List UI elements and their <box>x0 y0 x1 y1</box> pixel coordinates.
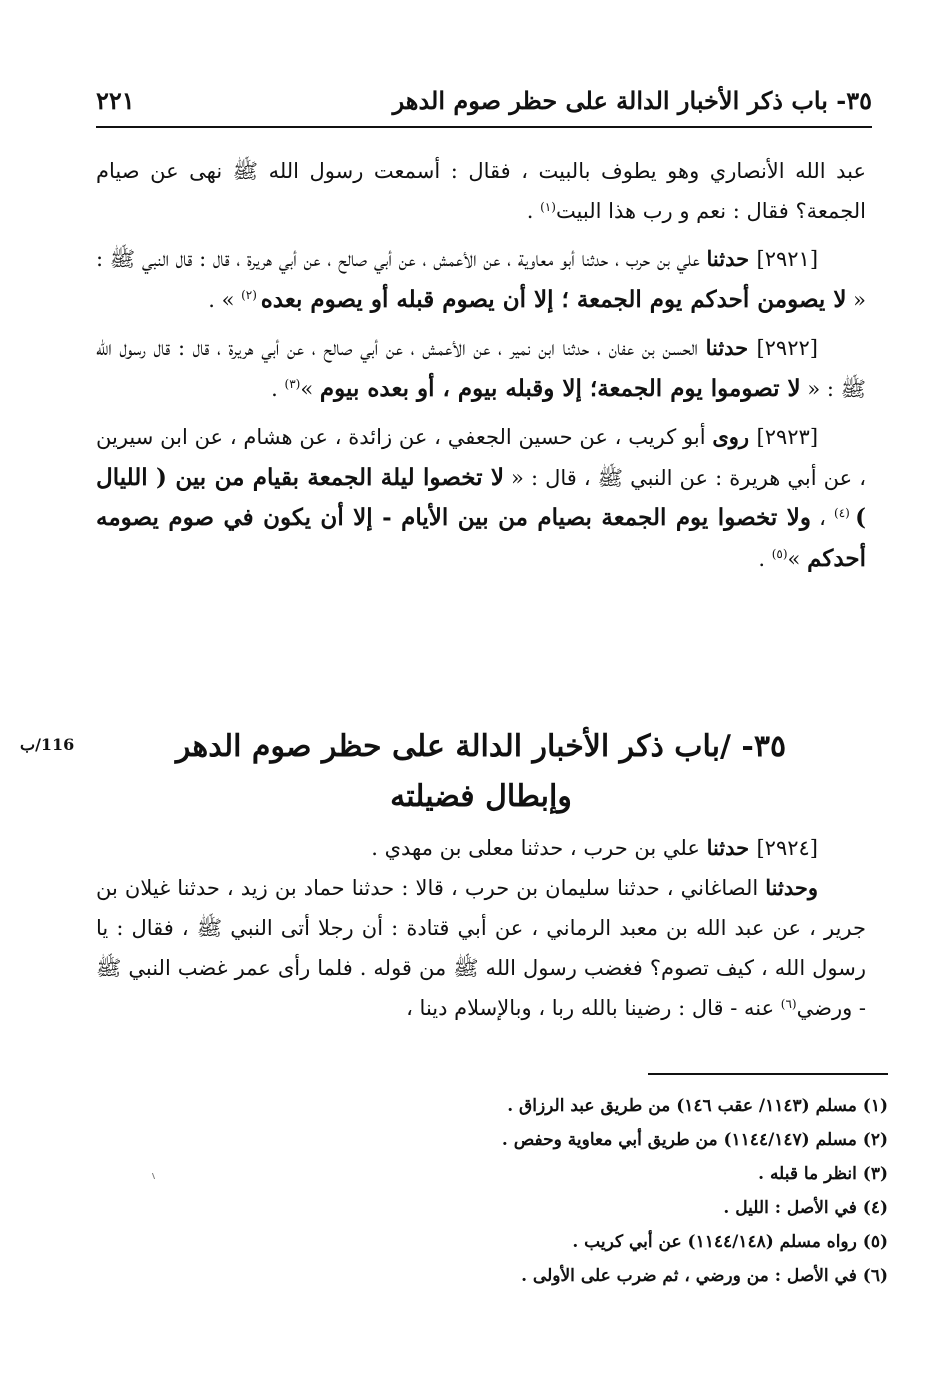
footnote-marker-5: (٥) <box>771 546 788 561</box>
running-header <box>96 82 872 128</box>
hadith-2923: [٢٩٢٣] روى أبو كريب ، عن حسين الجعفي ، عن زائدة ، عن هشام ، عن ابن سيرين ، عن أبي هريرة : عن النبي ﷺ ، قال : « لا تخصوا ليلة الجمعة بقيام من بين ( الليال ) $^{(٤)}$ ، ولا تخصوا يوم الجمعة بصيام من بين الأيام - إلا أن يكون في صوم يصومه أحدكم »$^{(٥)}$ . <box>96 424 866 572</box>
hadith-number: [٢٩٢٣] <box>756 425 819 449</box>
intro-paragraph: عبد الله الأنصاري وهو يطوف بالبيت ، فقال : أسمعت رسول الله ﷺ نهى عن صيام الجمعة؟ فقال : نعم و رب هذا البيت$^{(١)}$ . <box>96 159 866 223</box>
main-text-bottom <box>96 828 866 1028</box>
hadith-number: [٢٩٢١] <box>756 247 819 271</box>
footnote-separator <box>648 1073 888 1075</box>
hadith-2922: [٢٩٢٢] حدثنا الحسن بن عفان ، حدثنا ابن نمير ، عن الأعمش ، عن أبي صالح ، عن أبي هريرة ، قال : قال رسول الله ﷺ : « لا تصوموا يوم الجمعة؛ إلا وقبله بيوم ، أو بعده بيوم »$^{(٣)}$ . <box>96 335 866 402</box>
section-heading-line-1: ٣٥- /باب ذكر الأخبار الدالة على حظر صوم الدهر <box>175 729 787 764</box>
footnote-marker-1: (١) <box>540 199 556 214</box>
footnote-6: (٦) في الأصل : من ورضي ، ثم ضرب على الأولى . <box>521 1266 888 1286</box>
main-text-top <box>96 152 866 579</box>
section-heading <box>96 722 866 822</box>
hadith-matn: لا تصوموا يوم الجمعة؛ إلا وقبله بيوم ، أو بعده بيوم <box>319 374 801 402</box>
footnote-1: (١) مسلم (١١٤٣/ عقب ١٤٦) من طريق عبد الرزاق . <box>507 1096 888 1116</box>
isnad-chain: الحسن بن عفان ، حدثنا ابن نمير ، عن الأعمش ، عن أبي صالح ، عن أبي هريرة ، قال : قال رسول الله ﷺ : « <box>96 336 866 401</box>
footnote-2: (٢) مسلم (١١٤٤/١٤٧) من طريق أبي معاوية وحفص . <box>501 1130 888 1150</box>
isnad-chain: علي بن حرب ، حدثنا معلى بن مهدي . <box>371 836 707 860</box>
footnote-3: (٣) انظر ما قبله . <box>758 1164 888 1184</box>
footnote-marker-3: (٣) <box>284 376 301 391</box>
manuscript-folio-ref: 116/ب <box>20 735 75 754</box>
footnote-marker-2: (٢) <box>241 287 261 302</box>
hadith-2921: [٢٩٢١] حدثنا علي بن حرب ، حدثنا أبو معاوية ، عن الأعمش ، عن أبي صالح ، عن أبي هريرة ، قال : قال النبي ﷺ : « لا يصومن أحدكم يوم الجمعة ؛ إلا أن يصوم قبله أو يصوم بعده $^{(٢)}$ » . <box>96 246 866 313</box>
intro-text: عبد الله الأنصاري وهو يطوف بالبيت ، فقال : أسمعت رسول الله ﷺ نهى عن صيام الجمعة؟ فقال : نعم و رب هذا البيت <box>96 159 866 223</box>
hadith-number: [٢٩٢٢] <box>756 336 818 360</box>
isnad-chain: علي بن حرب ، حدثنا أبو معاوية ، عن الأعمش ، عن أبي صالح ، عن أبي هريرة ، قال : قال النبي ﷺ : « <box>96 247 866 312</box>
running-header-title: ٣٥- باب ذكر الأخبار الدالة على حظر صوم الدهر <box>392 86 872 115</box>
hadith-number: [٢٩٢٤] <box>756 836 818 860</box>
footnote-marker-6: (٦) <box>780 997 797 1011</box>
hadith-matn: لا يصومن أحدكم يوم الجمعة ؛ إلا أن يصوم قبله أو يصوم بعده <box>260 285 847 313</box>
hadith-matn-2: ولا تخصوا يوم الجمعة بصيام من بين الأيام - إلا أن يكون في صوم يصومه أحدكم <box>96 504 866 572</box>
footnote-marker-4: (٤) <box>834 506 856 520</box>
hadith-matn-1: لا تخصوا ليلة الجمعة بقيام من بين ( الليال ) <box>96 463 866 531</box>
footnotes <box>96 1089 888 1293</box>
section-heading-line-2: وإبطال فضيلته <box>390 779 572 814</box>
page-number: ٢٢١ <box>96 86 135 115</box>
footnote-4: (٤) في الأصل : الليل . <box>723 1198 888 1218</box>
isnad-chain: أبو كريب ، عن حسين الجعفي ، عن زائدة ، عن هشام ، عن ابن سيرين ، عن أبي هريرة : عن النبي ﷺ ، قال : « <box>96 425 866 490</box>
footnote-5: (٥) رواه مسلم (١١٤٤/١٤٨) عن أبي كريب . <box>572 1232 888 1252</box>
continuation-paragraph: وحدثنا الصاغاني ، حدثنا سليمان بن حرب ، قالا : حدثنا حماد بن زيد ، حدثنا غيلان بن جرير ، عن عبد الله بن معبد الرماني ، عن أبي قتادة : أن رجلا أتى النبي ﷺ ، فقال : يا رسول الله ، كيف تصوم؟ فغضب رسول الله ﷺ من قوله . فلما رأى عمر غضب النبي ﷺ - ورضي$^{(٦)}$ عنه - قال : رضينا بالله ربا ، وبالإسلام دينا ، <box>96 875 866 1020</box>
hadith-2924: [٢٩٢٤] حدثنا علي بن حرب ، حدثنا معلى بن مهدي . <box>371 835 818 860</box>
